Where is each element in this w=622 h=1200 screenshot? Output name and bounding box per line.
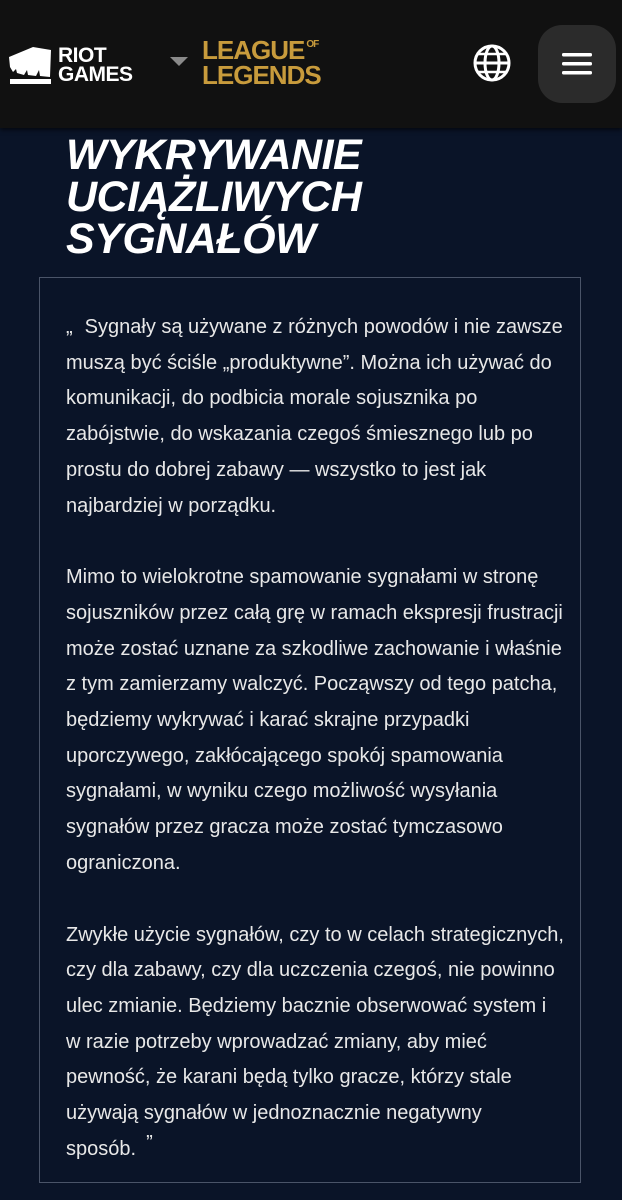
chevron-down-icon[interactable] <box>170 57 188 66</box>
quote-paragraph-text: Zwykłe użycie sygnałów, czy to w celach strategicznych, czy dla zabawy, czy dla uczczenia czegoś, nie powinno ulec zmianie. Będziemy bacznie obserwować system i w razie potrzeby wprowadzać zmiany, aby mieć pewność, że karani będą tylko gracze, którzy stale używają sygnałów w jednoznacznie negatywny sposób. <box>66 923 564 1160</box>
riot-games-line2: GAMES <box>58 63 133 86</box>
riot-games-wordmark <box>58 46 133 84</box>
riot-games-line1: RIOT <box>58 44 107 67</box>
close-quote-mark: ” <box>146 1131 153 1154</box>
riot-fist-icon <box>6 43 54 87</box>
section-title-line: SYGNAŁÓW <box>66 215 316 263</box>
section-title-line: WYKRYWANIE <box>66 131 362 179</box>
quote-paragraph-text: Mimo to wielokrotne spamowanie sygnałami w stronę sojuszników przez całą grę w ramach ekspresji frustracji może zostać uznane za szkodliwe zachowanie i właśnie z tym zamierzamy walczyć. Począwszy od tego patcha, będziemy wykrywać i karać skrajne przypadki uporczywego, zakłócającego spokój spamowania sygnałami, w wyniku czego możliwość wysyłania sygnałów przez gracza może zostać tymczasowo ograniczona. <box>66 566 563 874</box>
open-quote-mark: „ <box>66 316 73 338</box>
section-title <box>66 131 586 263</box>
lol-logo-of: OF <box>306 39 319 50</box>
language-button[interactable] <box>470 41 514 85</box>
league-of-legends-logo[interactable] <box>202 35 332 90</box>
lol-logo-league: LEAGUE <box>202 35 305 65</box>
riot-games-logo[interactable] <box>6 40 156 90</box>
quote-paragraph <box>66 310 566 524</box>
top-nav-bar <box>0 0 622 128</box>
lol-logo-legends: LEGENDS <box>202 60 321 90</box>
globe-icon <box>472 43 512 83</box>
quote-block <box>39 277 581 1183</box>
section-title-line: UCIĄŻLIWYCH <box>66 173 362 221</box>
hamburger-menu-icon <box>562 53 592 75</box>
quote-content <box>66 310 566 1167</box>
quote-paragraph <box>66 918 566 1168</box>
hamburger-menu-button[interactable] <box>538 25 616 103</box>
quote-paragraph-text: Sygnały są używane z różnych powodów i nie zawsze muszą być ściśle „produktywne”. Można ich używać do komunikacji, do podbicia morale sojusznika po zabójstwie, do wskazania czegoś śmiesznego lub po prostu do dobrej zabawy — wszystko to jest jak najbardziej w porządku. <box>66 316 563 517</box>
quote-paragraph <box>66 560 566 881</box>
